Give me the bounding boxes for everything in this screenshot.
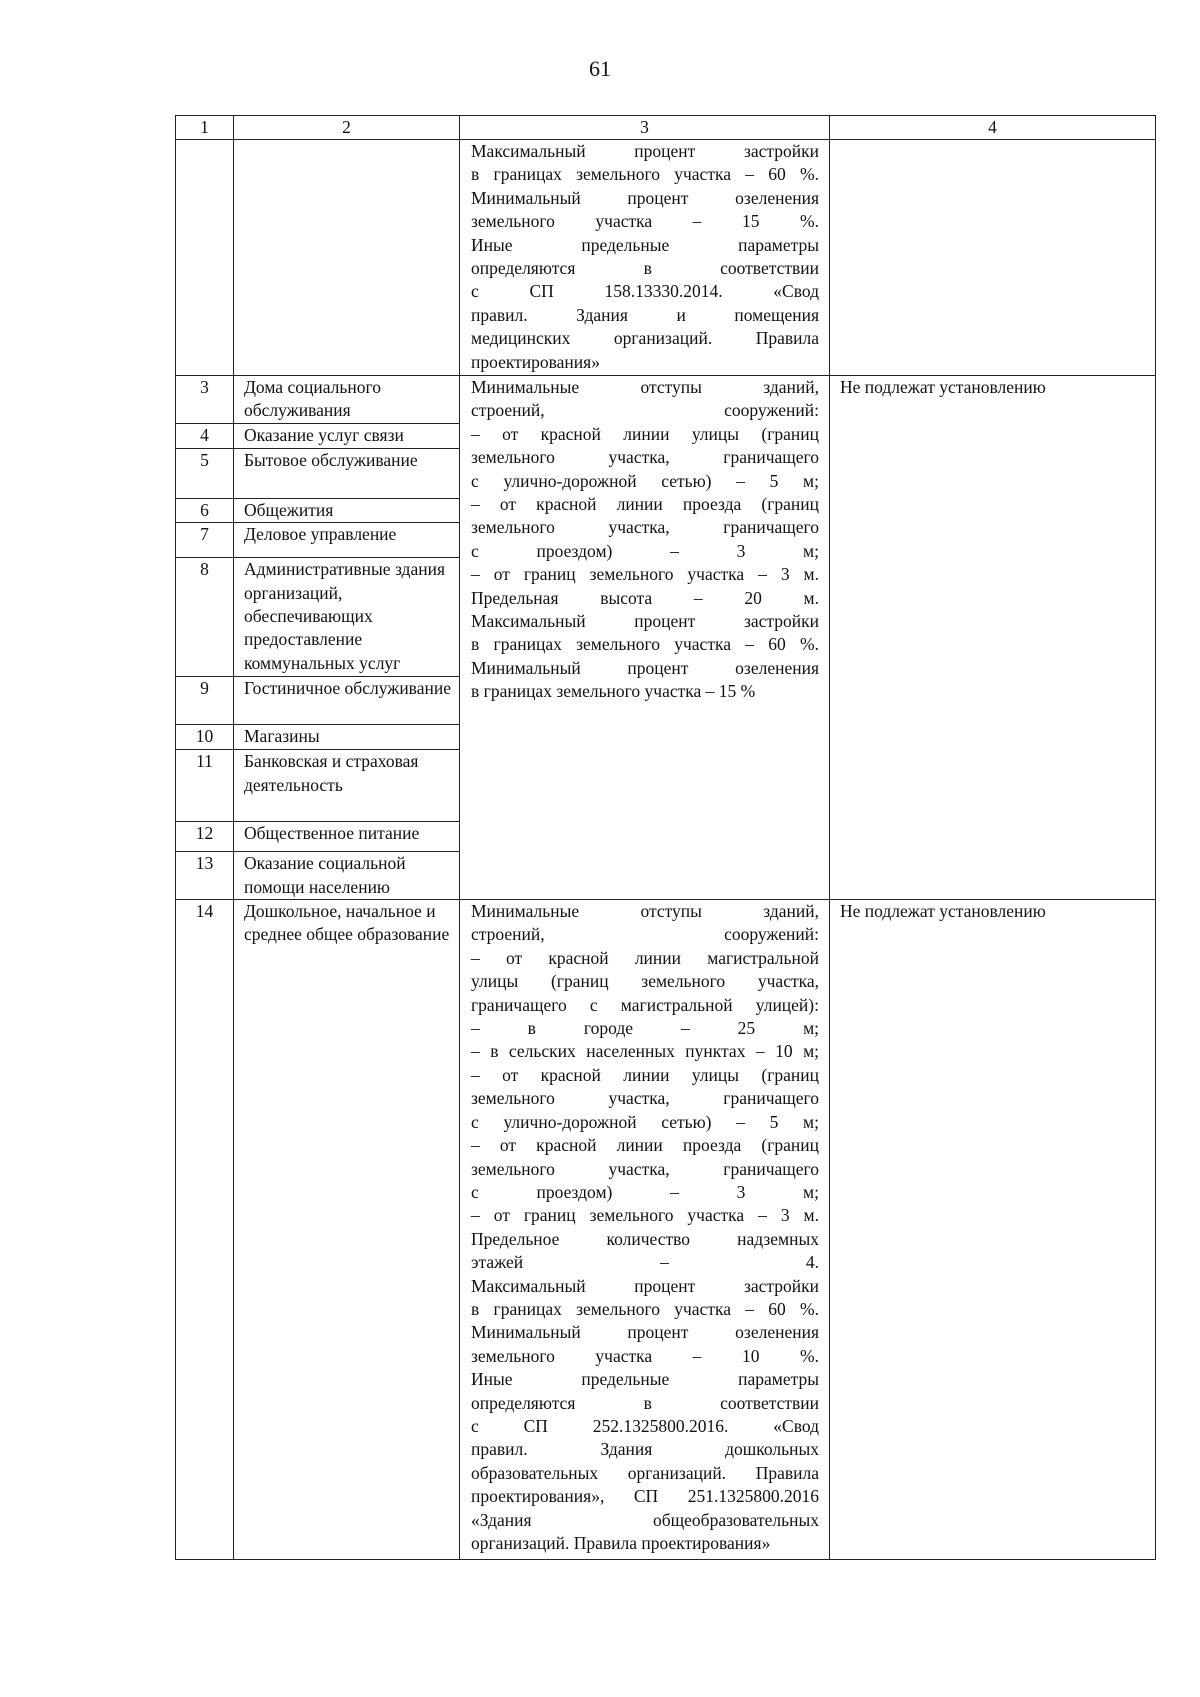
param-line: – от красной линии улицы (границ (471, 423, 819, 444)
table-row (176, 376, 1156, 424)
param-line: земельного участка – 15 %. (471, 211, 819, 232)
regulations-table (175, 115, 1156, 1560)
param-line: – от границ земельного участка – 3 м. (471, 1205, 819, 1226)
param-line: – от красной линии проезда (границ (471, 1135, 819, 1156)
cell-note-education: Не подлежат установлению (830, 900, 1156, 1560)
param-line: в границах земельного участка – 60 %. (471, 164, 819, 185)
param-line: строений, сооружений: (471, 400, 819, 421)
param-line: Максимальный процент застройки (471, 611, 819, 632)
page-number: 61 (589, 56, 611, 81)
header-col-1: 1 (176, 116, 234, 140)
param-line: Предельная высота – 20 м. (471, 587, 819, 608)
param-line: Максимальный процент застройки (471, 1275, 819, 1296)
param-line: – в сельских населенных пунктах – 10 м; (471, 1041, 819, 1062)
param-line: – от красной линии проезда (границ (471, 494, 819, 515)
header-col-4: 4 (830, 116, 1156, 140)
param-line: – от границ земельного участка – 3 м. (471, 564, 819, 585)
row-number: 3 (176, 376, 234, 424)
param-line: земельного участка, граничащего (471, 1158, 819, 1179)
param-line: в границах земельного участка – 60 %. (471, 634, 819, 655)
param-line: правил. Здания и помещения (471, 304, 819, 325)
param-line: с СП 158.13330.2014. «Свод (471, 281, 819, 302)
param-line: с улично-дорожной сетью) – 5 м; (471, 1111, 819, 1132)
cell-note-empty (830, 140, 1156, 376)
row-name: Дома социального обслуживания (234, 376, 460, 424)
param-line: организаций. Правила проектирования» (471, 1533, 771, 1553)
row-number: 8 (176, 558, 234, 677)
cell-name-empty (234, 140, 460, 376)
param-line: земельного участка, граничащего (471, 1088, 819, 1109)
param-line: с проездом) – 3 м; (471, 1181, 819, 1202)
param-line: этажей – 4. (471, 1252, 819, 1273)
row-number: 4 (176, 423, 234, 448)
param-line: с СП 252.1325800.2016. «Свод (471, 1415, 819, 1436)
row-name: Деловое управление (234, 523, 460, 558)
param-line: Минимальный процент озеленения (471, 1322, 819, 1343)
param-line: определяются в соответствии (471, 258, 819, 279)
param-line: Минимальные отступы зданий, (471, 377, 819, 397)
cell-note-group: Не подлежат установлению (830, 376, 1156, 900)
param-line: в границах земельного участка – 15 % (471, 681, 756, 702)
cell-params-continued (460, 140, 830, 376)
param-line: с проездом) – 3 м; (471, 540, 819, 561)
param-line: правил. Здания дошкольных (471, 1439, 819, 1460)
row-number: 9 (176, 677, 234, 725)
row-name: Магазины (234, 725, 460, 750)
param-line: проектирования», СП 251.1325800.2016 (471, 1486, 819, 1507)
row-name: Оказание социальной помощи населению (234, 852, 460, 900)
row-number: 7 (176, 523, 234, 558)
row-name: Оказание услуг связи (234, 423, 460, 448)
param-line: определяются в соответствии (471, 1392, 819, 1413)
param-line: Минимальный процент озеленения (471, 187, 819, 208)
row-name: Банковская и страховая деятельность (234, 750, 460, 822)
param-line: образовательных организаций. Правила (471, 1462, 819, 1483)
param-line: улицы (границ земельного участка, (471, 971, 819, 992)
table-row (176, 900, 1156, 1560)
param-line: земельного участка, граничащего (471, 517, 819, 538)
param-line: строений, сооружений: (471, 924, 819, 945)
row-name: Бытовое обслуживание (234, 448, 460, 498)
param-line: Иные предельные параметры (471, 234, 819, 255)
param-line: Иные предельные параметры (471, 1369, 819, 1390)
row-number: 13 (176, 852, 234, 900)
header-col-2: 2 (234, 116, 460, 140)
cell-params-education (460, 900, 830, 1560)
row-name: Общежития (234, 498, 460, 522)
row-name: Дошкольное, начальное и среднее общее образование (234, 900, 460, 1560)
param-line: граничащего с магистральной улицей): (471, 994, 819, 1015)
row-number: 14 (176, 900, 234, 1560)
cell-num-empty (176, 140, 234, 376)
param-line: в границах земельного участка – 60 %. (471, 1298, 819, 1319)
cell-params-group (460, 376, 830, 900)
param-line: с улично-дорожной сетью) – 5 м; (471, 470, 819, 491)
row-number: 11 (176, 750, 234, 822)
param-line: – от красной линии улицы (границ (471, 1064, 819, 1085)
param-line: медицинских организаций. Правила (471, 328, 819, 349)
table-row-continued (176, 140, 1156, 376)
row-number: 10 (176, 725, 234, 750)
param-line: «Здания общеобразовательных (471, 1509, 819, 1530)
param-line: Максимальный процент застройки (471, 141, 819, 161)
param-line: земельного участка – 10 %. (471, 1345, 819, 1366)
row-number: 12 (176, 822, 234, 852)
header-col-3: 3 (460, 116, 830, 140)
row-number: 6 (176, 498, 234, 522)
param-line: проектирования» (471, 351, 600, 372)
param-line: Предельное количество надземных (471, 1228, 819, 1249)
row-name: Гостиничное обслуживание (234, 677, 460, 725)
param-line: Минимальные отступы зданий, (471, 901, 819, 922)
row-name: Административные здания организаций, обеспечивающих предоставление коммунальных услуг (234, 558, 460, 677)
param-line: – в городе – 25 м; (471, 1018, 819, 1039)
param-line: Минимальный процент озеленения (471, 657, 819, 678)
param-line: земельного участка, граничащего (471, 447, 819, 468)
row-name: Общественное питание (234, 822, 460, 852)
table-header-row (176, 116, 1156, 140)
param-line: – от красной линии магистральной (471, 947, 819, 968)
row-number: 5 (176, 448, 234, 498)
